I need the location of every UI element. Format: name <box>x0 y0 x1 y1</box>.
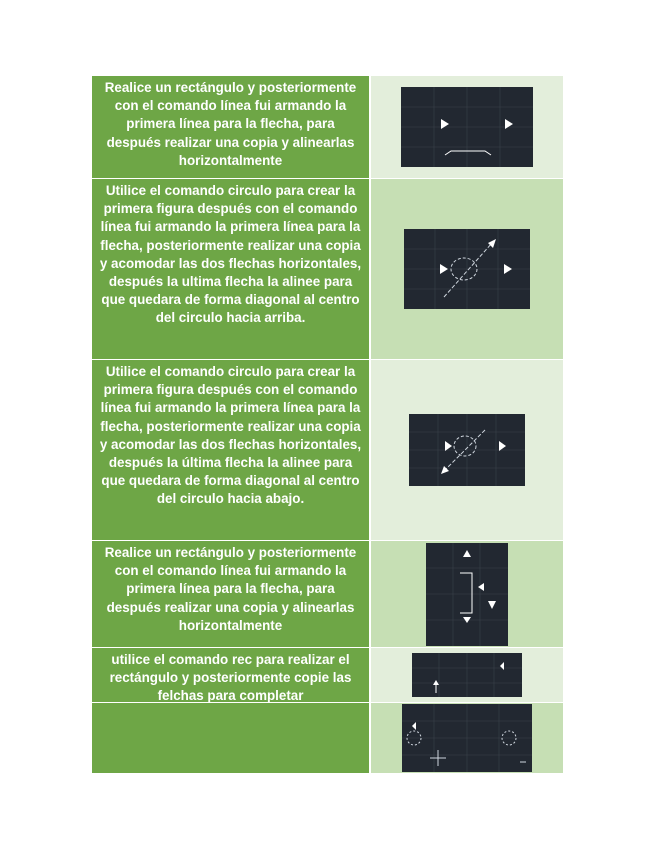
image-cell <box>371 76 563 178</box>
image-cell <box>371 541 563 647</box>
instruction-text: Realice un rectángulo y posteriormente con el comando línea fui armando la primera línea para la flecha, para después realizar una copia y alinearlas horizontalmente <box>92 76 371 178</box>
image-cell <box>371 703 563 773</box>
cad-vertical-arrows-screenshot <box>426 543 508 646</box>
cad-rec-copy-screenshot <box>412 653 522 697</box>
cad-rectangle-arrows-screenshot <box>401 87 533 167</box>
table-row <box>92 703 563 773</box>
image-cell <box>371 179 563 359</box>
instruction-text <box>92 703 371 773</box>
table-row <box>92 541 563 648</box>
cad-circles-cross-screenshot <box>402 704 532 772</box>
table-row <box>92 360 563 541</box>
instructions-table <box>92 76 563 773</box>
table-row <box>92 648 563 703</box>
cad-circle-arrow-up-screenshot <box>404 229 530 309</box>
instruction-text: Utilice el comando circulo para crear la primera figura después con el comando línea fui armando la primera línea para la flecha, posteriormente realizar una copia y acomodar las dos flechas horizontales, después la última flecha la alinee para que quedara de forma diagonal al centro del circulo hacia abajo. <box>92 360 371 540</box>
instruction-text: utilice el comando rec para realizar el rectángulo y posteriormente copie las felchas para completar <box>92 648 371 702</box>
cad-circle-arrow-down-screenshot <box>409 414 525 486</box>
instruction-text: Utilice el comando circulo para crear la primera figura después con el comando línea fui armando la primera línea para la flecha, posteriormente realizar una copia y acomodar las dos flechas horizontales, después la ultima flecha la alinee para que quedara de forma diagonal al centro del circulo hacia arriba. <box>92 179 371 359</box>
image-cell <box>371 648 563 702</box>
image-cell <box>371 360 563 540</box>
table-row <box>92 179 563 360</box>
table-row <box>92 76 563 179</box>
instruction-text: Realice un rectángulo y posteriormente con el comando línea fui armando la primera línea para la flecha, para después realizar una copia y alinearlas horizontalmente <box>92 541 371 647</box>
